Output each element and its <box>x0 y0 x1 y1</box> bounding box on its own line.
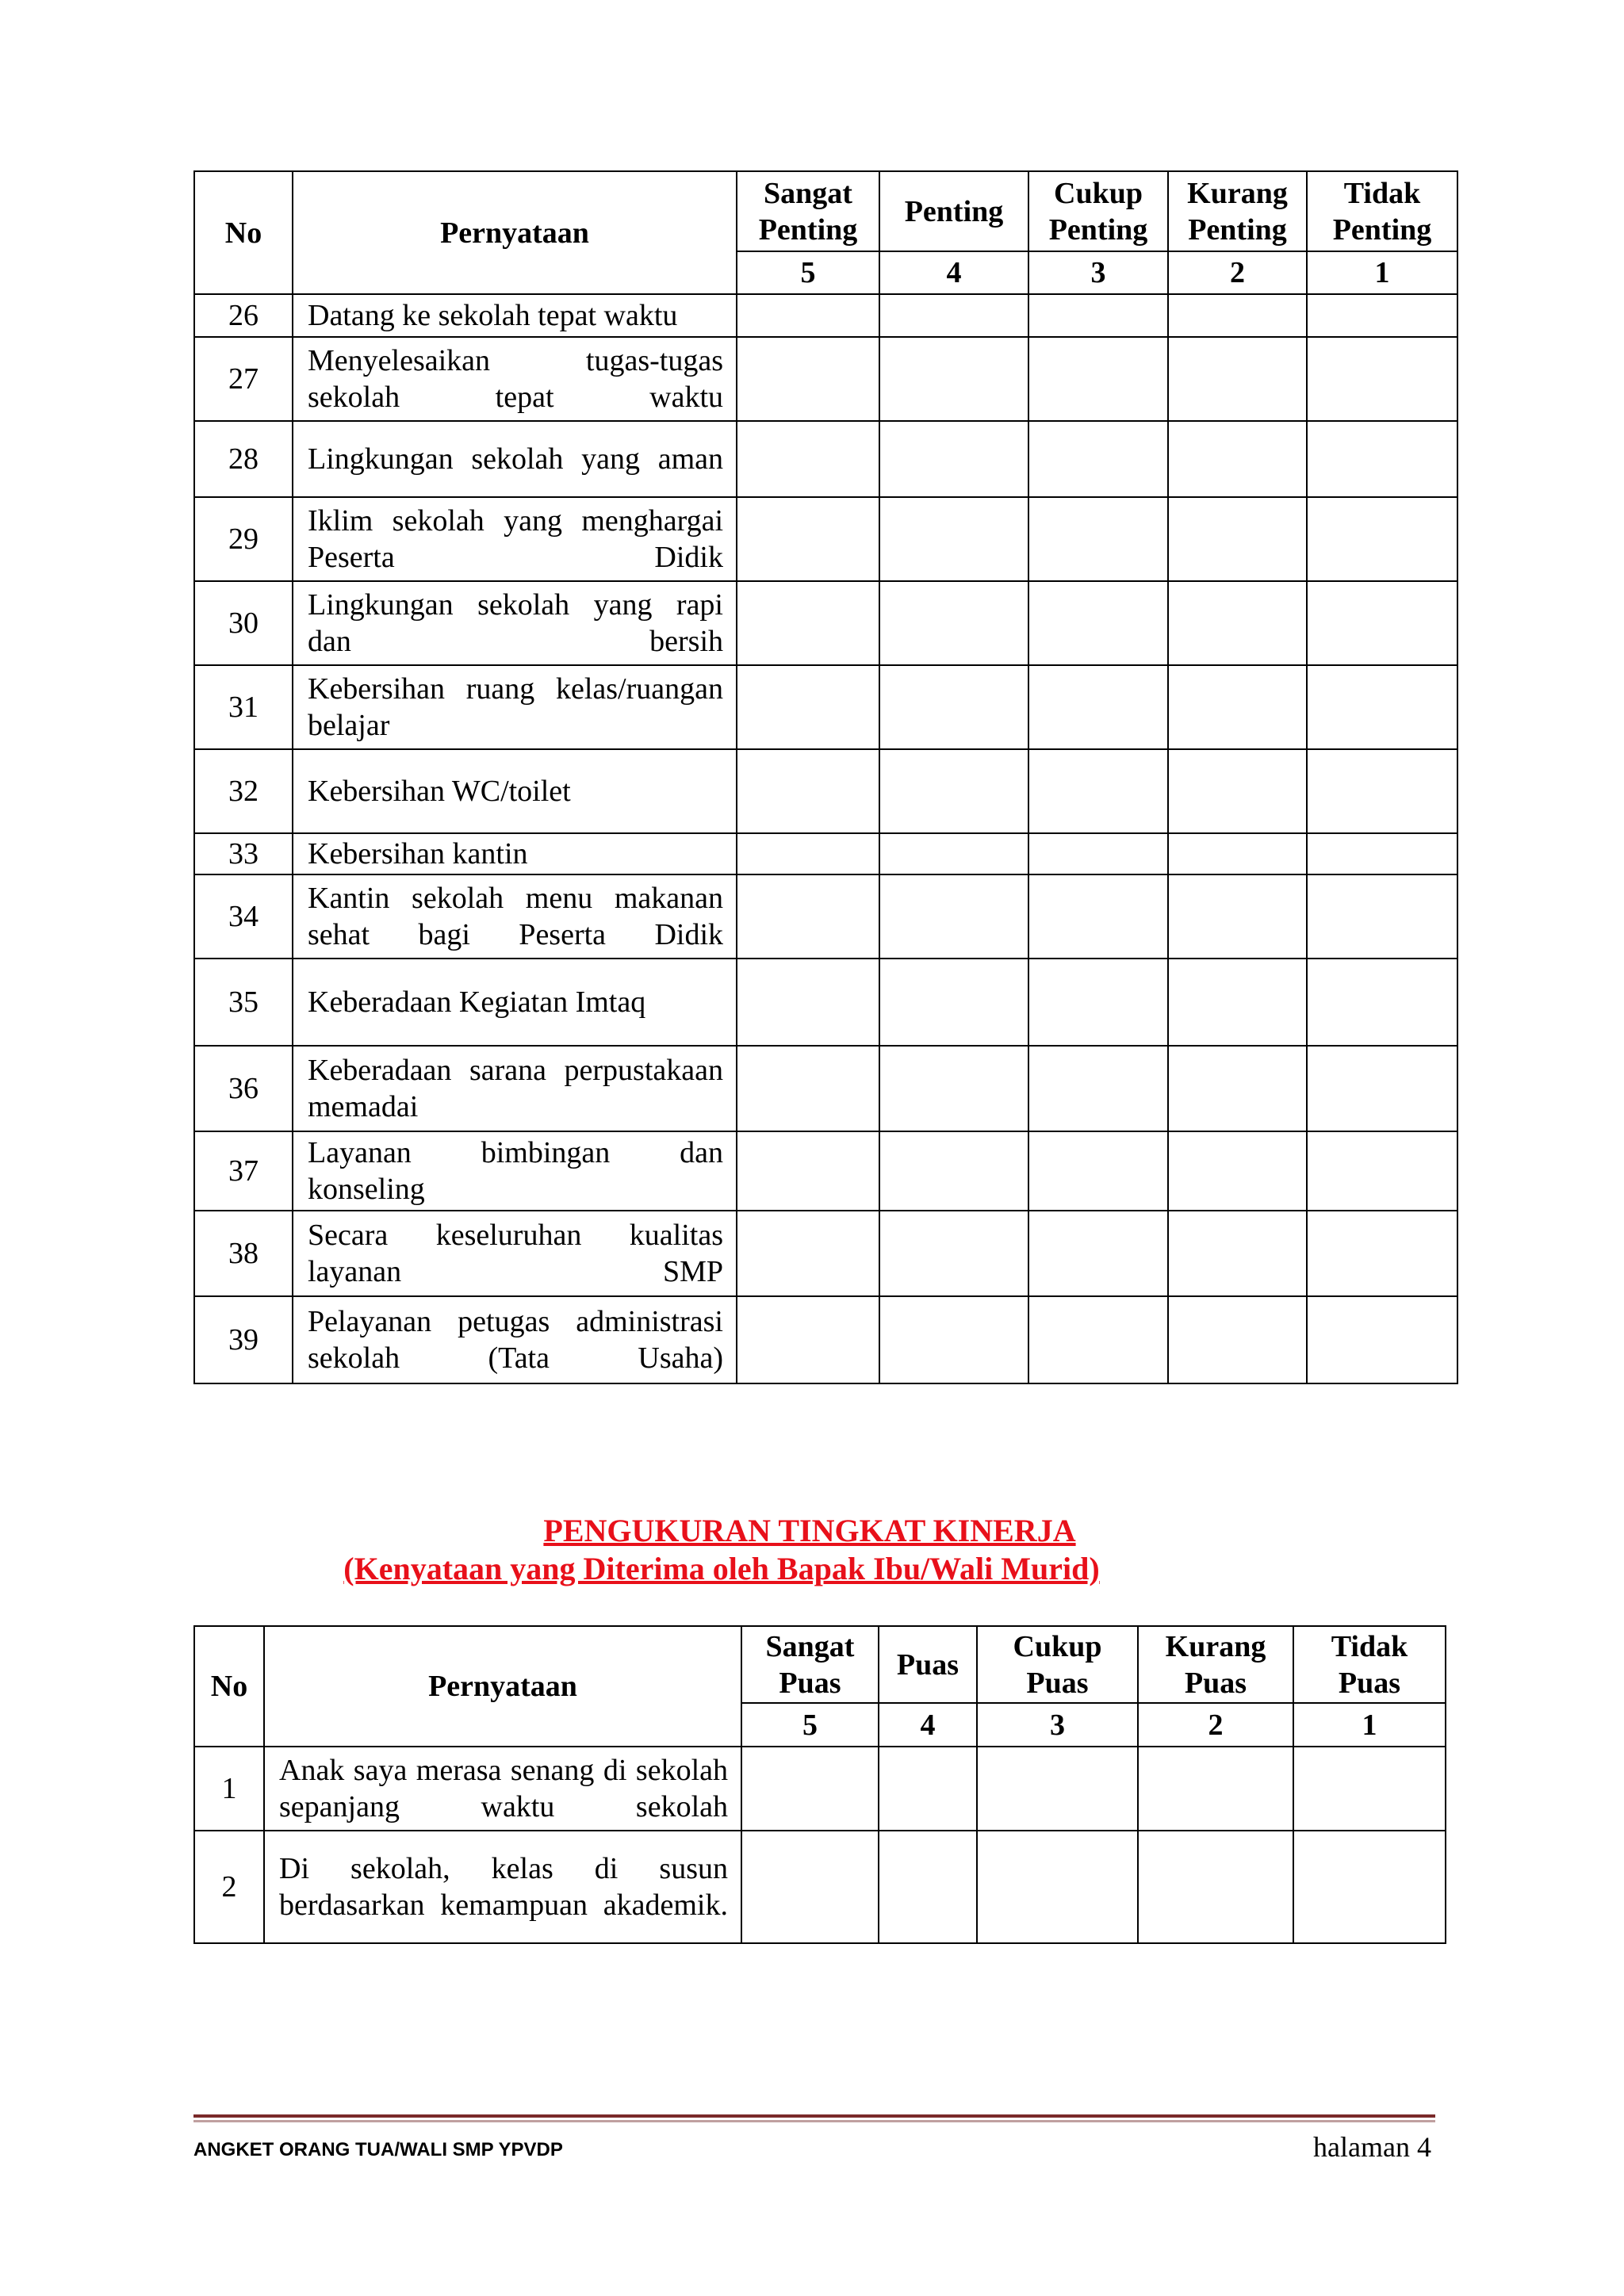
answer-cell[interactable] <box>977 1831 1138 1943</box>
answer-cell[interactable] <box>1307 497 1457 581</box>
answer-cell[interactable] <box>1307 581 1457 665</box>
row-number: 34 <box>194 874 293 959</box>
answer-cell[interactable] <box>879 874 1028 959</box>
row-statement: Di sekolah, kelas di susun berdasarkan kemampuan akademik. <box>264 1831 741 1943</box>
header-col-5: Sangat Penting <box>737 171 879 251</box>
answer-cell[interactable] <box>879 497 1028 581</box>
answer-cell[interactable] <box>1028 665 1168 749</box>
answer-cell[interactable] <box>1168 294 1307 337</box>
score-5: 5 <box>741 1703 879 1747</box>
row-number: 30 <box>194 581 293 665</box>
row-statement: Keberadaan sarana perpustakaan memadai <box>293 1046 737 1131</box>
answer-cell[interactable] <box>1168 665 1307 749</box>
row-number: 27 <box>194 337 293 421</box>
answer-cell[interactable] <box>879 1296 1028 1383</box>
answer-cell[interactable] <box>1168 959 1307 1046</box>
answer-cell[interactable] <box>1028 581 1168 665</box>
table-row <box>194 421 1457 497</box>
row-statement: Pelayanan petugas administrasi sekolah (Tata Usaha) <box>293 1296 737 1383</box>
table-row <box>194 833 1457 874</box>
score-4: 4 <box>879 251 1028 294</box>
header-statement: Pernyataan <box>264 1626 741 1747</box>
answer-cell[interactable] <box>1307 1296 1457 1383</box>
answer-cell[interactable] <box>1028 959 1168 1046</box>
answer-cell[interactable] <box>1138 1831 1293 1943</box>
table-row <box>194 1296 1457 1383</box>
answer-cell[interactable] <box>737 1046 879 1131</box>
answer-cell[interactable] <box>1293 1747 1446 1831</box>
score-2: 2 <box>1138 1703 1293 1747</box>
header-col-2: Kurang Penting <box>1168 171 1307 251</box>
answer-cell[interactable] <box>741 1747 879 1831</box>
answer-cell[interactable] <box>879 1131 1028 1211</box>
answer-cell[interactable] <box>1028 1046 1168 1131</box>
page-number: halaman 4 <box>1313 2131 1431 2163</box>
header-col-1: Tidak Puas <box>1293 1626 1446 1703</box>
answer-cell[interactable] <box>1307 665 1457 749</box>
score-3: 3 <box>977 1703 1138 1747</box>
header-statement: Pernyataan <box>293 171 737 294</box>
row-statement: Kebersihan kantin <box>293 833 737 874</box>
row-statement: Menyelesaikan tugas-tugas sekolah tepat waktu <box>293 337 737 421</box>
answer-cell[interactable] <box>1168 421 1307 497</box>
table-row <box>194 1831 1446 1943</box>
table-row <box>194 294 1457 337</box>
header-col-2: Kurang Puas <box>1138 1626 1293 1703</box>
row-statement: Keberadaan Kegiatan Imtaq <box>293 959 737 1046</box>
answer-cell[interactable] <box>737 874 879 959</box>
answer-cell[interactable] <box>1168 874 1307 959</box>
answer-cell[interactable] <box>1307 874 1457 959</box>
table-row <box>194 1747 1446 1831</box>
answer-cell[interactable] <box>741 1831 879 1943</box>
answer-cell[interactable] <box>879 337 1028 421</box>
answer-cell[interactable] <box>1168 497 1307 581</box>
answer-cell[interactable] <box>1307 294 1457 337</box>
questionnaire-table-importance <box>193 170 1458 1384</box>
answer-cell[interactable] <box>879 421 1028 497</box>
row-statement: Anak saya merasa senang di sekolah sepanjang waktu sekolah <box>264 1747 741 1831</box>
table-row <box>194 1211 1457 1296</box>
row-number: 28 <box>194 421 293 497</box>
answer-cell[interactable] <box>737 1211 879 1296</box>
row-statement: Layanan bimbingan dan konseling <box>293 1131 737 1211</box>
row-number: 32 <box>194 749 293 833</box>
answer-cell[interactable] <box>1028 749 1168 833</box>
score-1: 1 <box>1307 251 1457 294</box>
row-statement: Secara keseluruhan kualitas layanan SMP <box>293 1211 737 1296</box>
header-col-5: Sangat Puas <box>741 1626 879 1703</box>
answer-cell[interactable] <box>879 581 1028 665</box>
row-statement: Datang ke sekolah tepat waktu <box>293 294 737 337</box>
answer-cell[interactable] <box>1307 337 1457 421</box>
answer-cell[interactable] <box>1168 1211 1307 1296</box>
answer-cell[interactable] <box>1028 294 1168 337</box>
answer-cell[interactable] <box>879 294 1028 337</box>
answer-cell[interactable] <box>737 421 879 497</box>
answer-cell[interactable] <box>1028 1211 1168 1296</box>
row-statement: Iklim sekolah yang menghargai Peserta Didik <box>293 497 737 581</box>
row-number: 38 <box>194 1211 293 1296</box>
row-statement: Lingkungan sekolah yang rapi dan bersih <box>293 581 737 665</box>
answer-cell[interactable] <box>1168 337 1307 421</box>
answer-cell[interactable] <box>1028 833 1168 874</box>
table-row <box>194 959 1457 1046</box>
answer-cell[interactable] <box>1293 1831 1446 1943</box>
answer-cell[interactable] <box>1168 1296 1307 1383</box>
answer-cell[interactable] <box>1028 1296 1168 1383</box>
answer-cell[interactable] <box>879 1747 977 1831</box>
header-col-3: Cukup Penting <box>1028 171 1168 251</box>
answer-cell[interactable] <box>879 1211 1028 1296</box>
answer-cell[interactable] <box>737 1296 879 1383</box>
answer-cell[interactable] <box>1307 1211 1457 1296</box>
answer-cell[interactable] <box>1168 833 1307 874</box>
answer-cell[interactable] <box>737 833 879 874</box>
answer-cell[interactable] <box>1307 421 1457 497</box>
table-row <box>194 497 1457 581</box>
answer-cell[interactable] <box>737 959 879 1046</box>
row-number: 35 <box>194 959 293 1046</box>
table-row <box>194 1046 1457 1131</box>
answer-cell[interactable] <box>1168 581 1307 665</box>
row-number: 29 <box>194 497 293 581</box>
score-2: 2 <box>1168 251 1307 294</box>
score-4: 4 <box>879 1703 977 1747</box>
footer-divider <box>193 2114 1435 2118</box>
answer-cell[interactable] <box>1307 749 1457 833</box>
table-row <box>194 749 1457 833</box>
answer-cell[interactable] <box>879 665 1028 749</box>
answer-cell[interactable] <box>879 749 1028 833</box>
answer-cell[interactable] <box>1028 874 1168 959</box>
header-col-3: Cukup Puas <box>977 1626 1138 1703</box>
answer-cell[interactable] <box>1028 421 1168 497</box>
answer-cell[interactable] <box>737 1131 879 1211</box>
answer-cell[interactable] <box>1168 1046 1307 1131</box>
answer-cell[interactable] <box>1168 749 1307 833</box>
row-number: 37 <box>194 1131 293 1211</box>
row-statement: Kebersihan WC/toilet <box>293 749 737 833</box>
row-number: 31 <box>194 665 293 749</box>
answer-cell[interactable] <box>1028 497 1168 581</box>
answer-cell[interactable] <box>977 1747 1138 1831</box>
header-col-4: Penting <box>879 171 1028 251</box>
score-1: 1 <box>1293 1703 1446 1747</box>
answer-cell[interactable] <box>1307 1046 1457 1131</box>
answer-cell[interactable] <box>1307 959 1457 1046</box>
answer-cell[interactable] <box>737 337 879 421</box>
header-no: No <box>194 171 293 294</box>
table-row <box>194 1131 1457 1211</box>
header-no: No <box>194 1626 264 1747</box>
section-subtitle: (Kenyataan yang Diterima oleh Bapak Ibu/Wali Murid) <box>343 1551 1100 1586</box>
section-title: PENGUKURAN TINGKAT KINERJA <box>543 1513 1076 1548</box>
answer-cell[interactable] <box>1028 1131 1168 1211</box>
answer-cell[interactable] <box>1138 1747 1293 1831</box>
table-row <box>194 581 1457 665</box>
answer-cell[interactable] <box>879 833 1028 874</box>
questionnaire-table-satisfaction <box>193 1625 1446 1944</box>
row-statement: Kebersihan ruang kelas/ruangan belajar <box>293 665 737 749</box>
footer-document-title: ANGKET ORANG TUA/WALI SMP YPVDP <box>193 2139 563 2160</box>
row-number: 33 <box>194 833 293 874</box>
table-row <box>194 874 1457 959</box>
answer-cell[interactable] <box>879 1046 1028 1131</box>
answer-cell[interactable] <box>737 294 879 337</box>
row-statement: Kantin sekolah menu makanan sehat bagi Peserta Didik <box>293 874 737 959</box>
header-col-4: Puas <box>879 1626 977 1703</box>
footer-divider <box>193 2120 1435 2122</box>
answer-cell[interactable] <box>1307 833 1457 874</box>
answer-cell[interactable] <box>879 959 1028 1046</box>
row-statement: Lingkungan sekolah yang aman <box>293 421 737 497</box>
answer-cell[interactable] <box>1168 1131 1307 1211</box>
answer-cell[interactable] <box>1028 337 1168 421</box>
answer-cell[interactable] <box>737 581 879 665</box>
answer-cell[interactable] <box>737 749 879 833</box>
score-3: 3 <box>1028 251 1168 294</box>
row-number: 26 <box>194 294 293 337</box>
table-row <box>194 665 1457 749</box>
answer-cell[interactable] <box>737 665 879 749</box>
score-5: 5 <box>737 251 879 294</box>
answer-cell[interactable] <box>737 497 879 581</box>
row-number: 36 <box>194 1046 293 1131</box>
answer-cell[interactable] <box>1307 1131 1457 1211</box>
row-number: 2 <box>194 1831 264 1943</box>
row-number: 39 <box>194 1296 293 1383</box>
row-number: 1 <box>194 1747 264 1831</box>
table-row <box>194 337 1457 421</box>
answer-cell[interactable] <box>879 1831 977 1943</box>
header-col-1: Tidak Penting <box>1307 171 1457 251</box>
